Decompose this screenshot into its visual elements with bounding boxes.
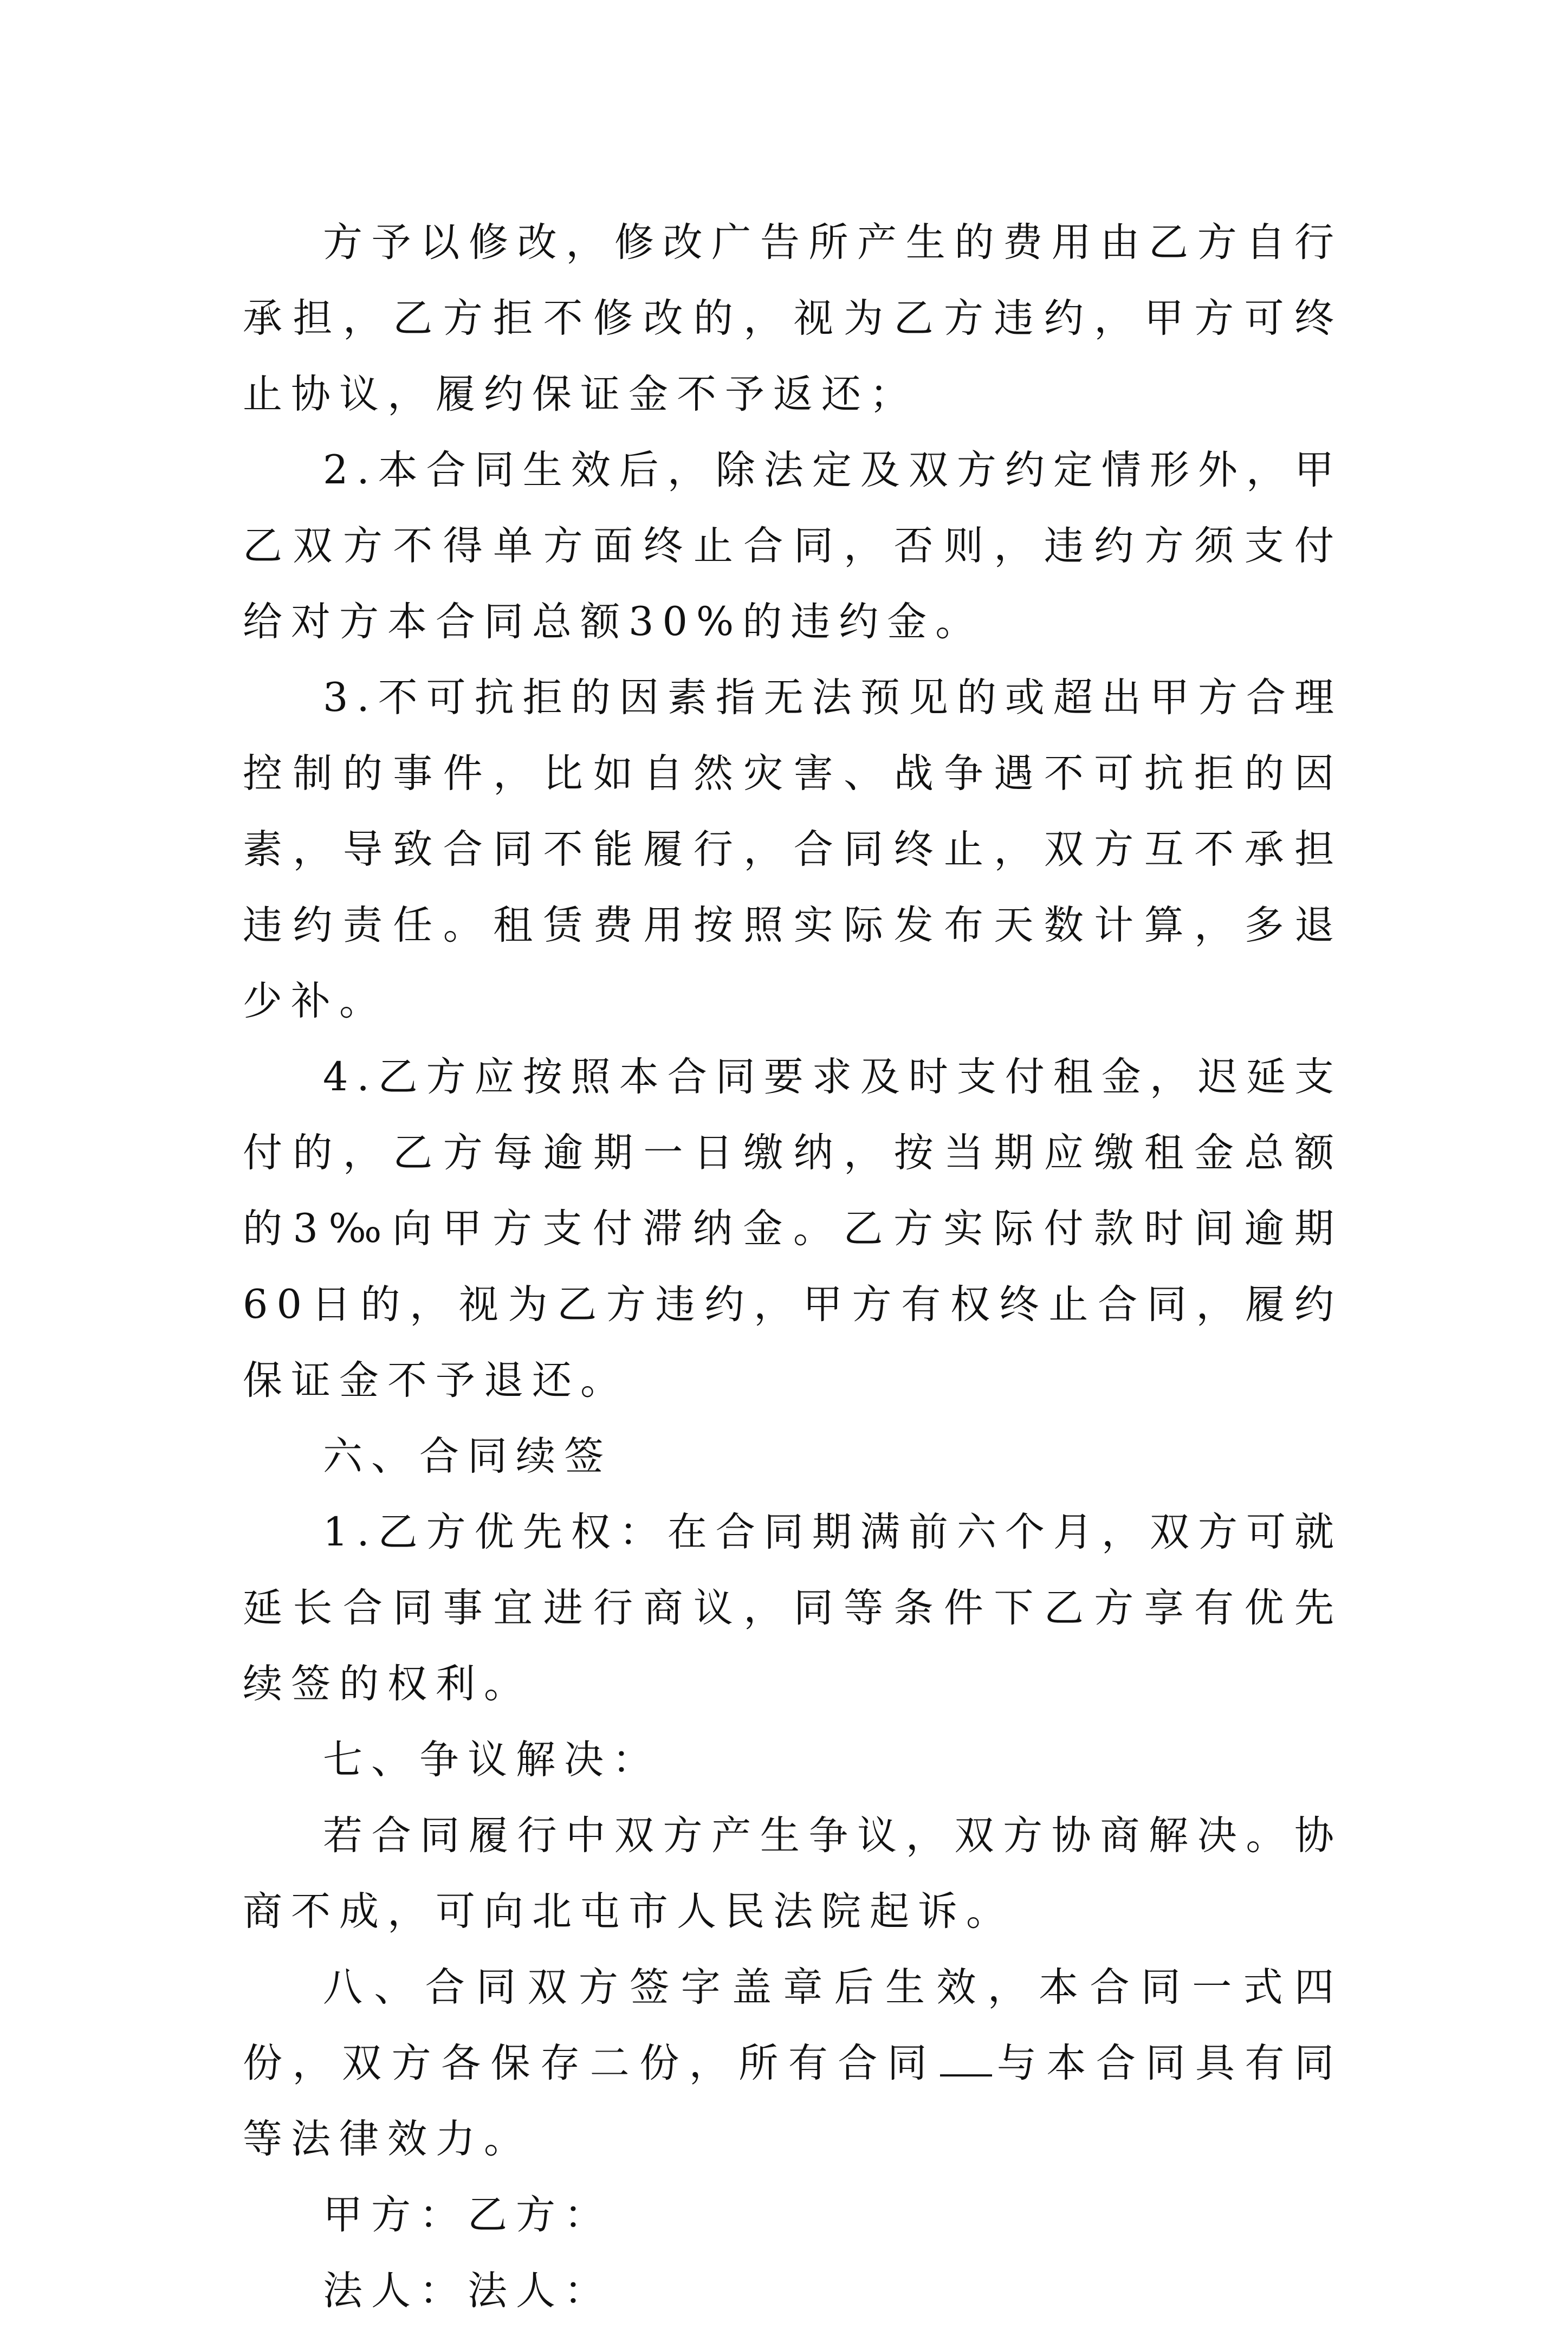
paragraph-dispute-resolution: 若合同履行中双方产生争议，双方协商解决。协商不成，可向北屯市人民法院起诉。	[243, 1813, 1343, 1935]
paragraph-effectiveness	[243, 1950, 1343, 2177]
paragraph-clause-4: 4.乙方应按照本合同要求及时支付租金，迟延支付的，乙方每逾期一日缴纳，按当期应缴租金总额的3‰向甲方支付滞纳金。乙方实际付款时间逾期60日的，视为乙方违约，甲方有权终止合同，履约保证金不予退还。	[243, 1054, 1343, 1403]
section-heading-dispute: 七、争议解决：	[323, 1737, 660, 1783]
signature-party-line: 甲方：乙方：	[323, 2192, 612, 2238]
section-heading-renewal: 六、合同续签	[323, 1433, 612, 1479]
paragraph-renewal-priority: 1.乙方优先权：在合同期满前六个月，双方可就延长合同事宜进行商议，同等条件下乙方享有优先续签的权利。	[243, 1509, 1343, 1707]
paragraph-clause-2: 2.本合同生效后，除法定及双方约定情形外，甲乙双方不得单方面终止合同，否则，违约方须支付给对方本合同总额30%的违约金。	[243, 447, 1343, 645]
signature-legal-line: 法人：法人：	[323, 2268, 612, 2314]
effectiveness-text-start: 八、合同双方签字盖章后生效，本合同一式四份，双方各保存二份，所有合同	[243, 1964, 1343, 2086]
paragraph-clause-3: 3.不可抗拒的因素指无法预见的或超出甲方合理控制的事件，比如自然灾害、战争遇不可抗拒的因素，导致合同不能履行，合同终止，双方互不承担违约责任。租赁费用按照实际发布天数计算，多退少补。	[243, 675, 1343, 1024]
paragraph-breach-modification: 方予以修改，修改广告所产生的费用由乙方自行承担，乙方拒不修改的，视为乙方违约，甲方可终止协议，履约保证金不予返还；	[243, 219, 1343, 417]
effectiveness-text-end: 与本合同具有同等法律效力。	[243, 2040, 1343, 2162]
document-body	[243, 205, 1343, 2329]
fill-in-blank	[940, 2044, 992, 2076]
